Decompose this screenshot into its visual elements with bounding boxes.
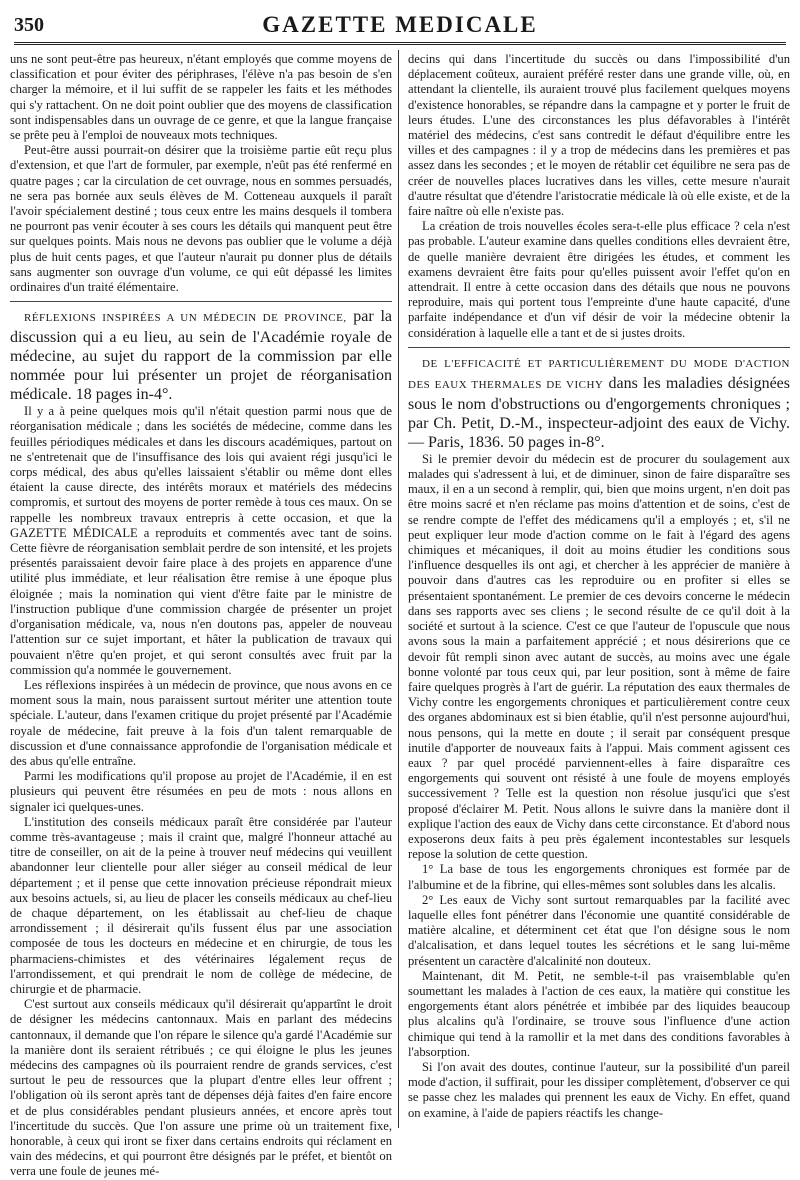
page-number: 350 bbox=[14, 14, 44, 36]
review-title bbox=[408, 353, 790, 452]
journal-title: GAZETTE MEDICALE bbox=[262, 12, 538, 37]
paragraph: Si le premier devoir du médecin est de procurer du soulagement aux malades qui s'adressent à lui, et de diminuer, sinon de faire disparaître ses maux, il en a un second à remplir, qui, bien que moins urgent, n'en doit pas être moins sacré et n'en réclame pas moins d'attention et de soins, c'est de se rendre compte de l'effet des médicamens qu'il a employés ; et, s'il ne peut expliquer leur mode d'action comme on le fait à l'égard des agens chimiques et mécaniques, il doit au moins étudier les conditions sous l'influence desquelles ils ont agi, et chercher à les apprécier de manière à pouvoir dans d'autres cas les reproduire ou en profiter si elles se présentaient spontanément. Le premier de ces devoirs concerne le médecin dans ses rapports avec ses cliens ; le second résulte de ce qu'il doit à la société et surtout à la science. C'est ce que l'auteur de l'opuscule que nous avons sous la main a parfaitement apprécié ; et nous désirerions que ce devoir fût rempli sinon avec autant de succès, au moins avec une égale bonne volonté par tous ceux qui, par leur position, sont à même de faire faire quelques progrès à l'art de guérir. La réputation des eaux thermales de Vichy contre les engorgements chroniques et particulièrement contre ceux des organes abdominaux est si bien établie, qu'il n'est personne aujourd'hui, nous pensons, qui la mette en doute ; il serait par conséquent presque inutile d'apporter de nouveaux faits à l'appui. Mais comment agissent ces eaux ? par quel procédé parviennent-elles à faire disparaître ces engorgements qui souvent ont résisté à une foule de moyens employés successivement ? Telle est la question non résolue jusqu'ici que s'est proposé d'éclairer M. Petit. Nous allons le suivre dans la manière dont il explique l'action des eaux de Vichy dans cette circonstance. Et d'abord nous exposerons deux faits à peu près également incontestables sur lesquels repose la solution de cette question. bbox=[408, 451, 790, 862]
paragraph: Maintenant, dit M. Petit, ne semble-t-il pas vraisemblable qu'en soumettant les malades à l'action de ces eaux, la matière qui constitue les engorgements étant alors pénétrée et imbibée par des liquides beaucoup plus alcalins qu'à l'ordinaire, se trouve sous l'influence d'une action chimique qui tend à la ramollir et la met dans des conditions favorables à l'absorption. bbox=[408, 968, 790, 1059]
paragraph: uns ne sont peut-être pas heureux, n'étant employés que comme moyens de classification et pour éviter des périphrases, l'élève n'a pas besoin de s'en charger la mémoire, et il lui suffit de se rappeler les faits et les méthodes qui s'y rattachent. On ne doit point oublier que des moyens de classification sont indispensables dans un ouvrage de ce genre, et que la langue française se prête peu à l'emploi de nouveaux mots techniques. bbox=[10, 52, 392, 143]
review-title bbox=[10, 307, 392, 404]
paragraph: Peut-être aussi pourrait-on désirer que la troisième partie eût reçu plus d'extension, et que l'art de formuler, par exemple, n'eût pas été renfermé en quatre pages ; car la circulation de cet ouvrage, nous en sommes persuadés, ne sera pas bornée aux seuls élèves de M. Cotteneau auxquels il paraît l'avoir spécialement destiné ; tous ceux entre les mains desquels il tombera ne pourront pas venir écouter à ses cours les détails qui manquent peut être sur quelques points. Mais nous ne devons pas oublier que le volume a déjà plus de huit cents pages, et que l'auteur n'aurait pu donner plus de détails sans augmenter son ouvrage d'un volume, ce qui eût dépassé les limites ordinaires d'un traité élémentaire. bbox=[10, 143, 392, 295]
review-title-lead: RÉFLEXIONS INSPIRÉES A UN MÉDECIN DE PROVINCE, bbox=[24, 312, 347, 325]
paragraph: L'institution des conseils médicaux paraît être considérée par l'auteur comme très-avantageuse ; mais il craint que, malgré l'honneur attaché au titre de conseiller, on ait de la peine à trouver neuf médecins qui veuillent abandonner leur clientelle pour aller siéger au conseil médical de leur département ; et il pense que cette innovation précieuse répondrait mieux aux besoins actuels, si, au lieu de placer les conseils médicaux au chef-lieu de chaque département, on les établissait au chef-lieu de chaque arrondissement ; il désirerait qu'ils fussent élus par une association composée de tous les docteurs en médecine et en chirurgie, de tous les pharmaciens-chimistes et des vétérinaires légalement reçus de l'arrondissement, et qui prendrait le nom de collège de médecine, de chirurgie et de pharmacie. bbox=[10, 814, 392, 996]
section-separator bbox=[10, 301, 392, 302]
review-title-rest: dans les maladies désignées sous le nom d'obstructions ou d'engorgements chroniques ; par Ch. Petit, D.-M., inspecteur-adjoint des eaux de Vichy. — Paris, 1836. 50 pages in-8°. bbox=[408, 374, 791, 451]
column-divider bbox=[398, 50, 399, 1128]
review-title-rest: par la discussion qui a eu lieu, au sein de l'Académie royale de médecine, au sujet du rapport de la commission par elle nommée pour lui présenter un projet de réorganisation médicale. 18 pages in-4°. bbox=[10, 308, 392, 404]
right-column bbox=[408, 52, 790, 1130]
paragraph: Si l'on avait des doutes, continue l'auteur, sur la possibilité d'un pareil mode d'action, il suffirait, pour les dissiper complètement, d'observer ce qui se passe chez les malades qui prennent les eaux de Vichy. En effet, quand on examine, à l'aide de papiers réactifs les change- bbox=[408, 1059, 790, 1120]
header-rule bbox=[14, 42, 786, 45]
paragraph: decins qui dans l'incertitude du succès ou dans l'impossibilité d'un déplacement coûteux, auraient préféré rester dans une grande ville, où, en attendant la clientelle, ils auraient trouvé plus facilement quelques moyens d'existence honorables, se répandre dans la campagne et y porter le fruit de leurs études. L'une des circonstances les plus défavorables à l'intérêt matériel des médecins, c'est sans contredit le défaut d'équilibre entre les villes et des campagnes : il y a trop de médecins dans les premières et pas assez dans les secondes ; et le moyen de rétablir cet équilibre ne sera pas de créer de nouvelles places lucratives dans les villes, cette mesure n'aurait d'autre résultat que d'étendre l'aristocratie médicale là où elle existe, et de la faire naître où elle n'existe pas. bbox=[408, 52, 790, 219]
review-title-lead: DE L'EFFICACITÉ ET PARTICULIÈREMENT DU MODE D'ACTION DES EAUX THERMALES DE VICHY bbox=[408, 357, 790, 391]
left-column bbox=[10, 52, 392, 1179]
paragraph: Parmi les modifications qu'il propose au projet de l'Académie, il en est plusieurs qui peuvent être résumées en peu de mots : nous allons en signaler ici quelques-unes. bbox=[10, 769, 392, 814]
paragraph: C'est surtout aux conseils médicaux qu'il désirerait qu'appartînt le droit de désigner les médecins cantonnaux. Mais en parlant des médecins cantonnaux, il demande que l'on répare le silence qu'a gardé l'Académie sur la manière dont ils seraient rétribués ; ce qui éloigne le plus les jeunes médecins des campagnes où ils pourraient rendre de grands services, c'est surtout le peu de ressources que la plupart d'entre elles leur offrent ; l'obligation où ils seront après tant de dépenses déjà faites d'en faire encore et de plus considérables pendant plusieurs années, et encore après tout l'incertitude du succès. Que l'on assure une prime où un traitement fixe, honorable, à ceux qui iront se fixer dans certains endroits qui réclament en vain des médecins, et qui pourront être désignés par le préfet, et bientôt on verra une foule de jeunes mé- bbox=[10, 997, 392, 1179]
paragraph: 1° La base de tous les engorgements chroniques est formée par de l'albumine et de la fibrine, qui elles-mêmes sont solubles dans les alcalis. bbox=[408, 862, 790, 892]
section-separator bbox=[408, 347, 790, 348]
paragraph: La création de trois nouvelles écoles sera-t-elle plus efficace ? cela n'est pas probable. L'auteur examine dans quelles conditions elles devraient être, de quelle manière devraient être dirigées les études, et comment les examens devraient être faits pour qu'elles puissent avoir l'effet qu'on en attendrait. Il entre à cette occasion dans des détails que nous ne pouvons reproduire, mais qui portent tous l'empreinte d'une haute capacité, d'une parfaite indépendance et d'un vif désir de voir la médecine obtenir la considération à laquelle elle a tant et de si justes droits. bbox=[408, 219, 790, 340]
page-header bbox=[14, 8, 786, 42]
paragraph: Il y a à peine quelques mois qu'il n'était question parmi nous que de réorganisation médicale ; dans les sociétés de médecine, comme dans les feuilles périodiques médicales et dans les discours académiques, partout on ne s'entretenait que de l'insuffisance des lois qui avaient régi jusqu'ici le corps médical, des abus qu'elles laissaient s'établir ou même dont elles étaient la cause directe, des intérêts moraux et matériels des médecins compromis, et surtout des moyens de porter remède à tous ces maux. On se rappelle les nombreux travaux entrepris à cette occasion, et que la GAZETTE MÉDICALE a reproduits et commentés avec tant de soins. Cette fièvre de réorganisation semblait perdre de son intensité, et les projets présentés paraissaient devoir faire place à des projets en apparence d'une utilité plus immédiate, et leur réalisation être remise à une époque plus éloignée ; mais la nomination qui vient d'être faite par le ministre de l'instruction publique d'une commission chargée de présenter un projet d'organisation médicale, va, nous n'en doutons pas, appeler de nouveau l'attention sur ce sujet important, et hâter la publication de travaux qui pouvaient n'être qu'en projet, et qui seront consultés avec fruit par la commission qu'a nommée le gouvernement. bbox=[10, 404, 392, 677]
paragraph: Les réflexions inspirées à un médecin de province, que nous avons en ce moment sous la main, nous paraissent surtout mériter une attention toute spéciale. L'auteur, dans l'examen critique du projet présenté par l'Académie royale de médecine, fait preuve à la fois d'un talent remarquable de discussion et d'une connaissance approfondie de l'organisation médicale et des abus qu'elle entraîne. bbox=[10, 677, 392, 768]
paragraph: 2° Les eaux de Vichy sont surtout remarquables par la facilité avec laquelle elles font pénétrer dans l'économie une quantité considérable de matière alcaline, et déterminent cet état que l'on désigne sous le nom d'alcalisation, et dans lequel toutes les sécrétions et le sang lui-même présentent un caractère d'alcalinité non douteux. bbox=[408, 892, 790, 968]
